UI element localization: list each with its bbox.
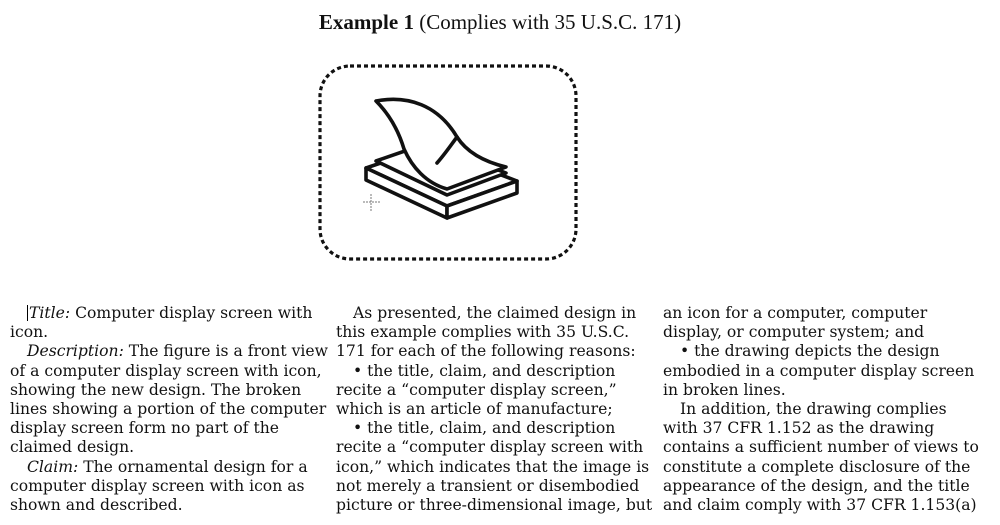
title-paragraph (10, 304, 322, 323)
description-line: display screen form no part of the (10, 419, 280, 438)
text-column-2 (336, 304, 653, 515)
description-line: showing the new design. The broken (10, 380, 302, 399)
description-line: claimed design. (10, 438, 135, 457)
text-line: with 37 CFR 1.152 as the drawing (663, 419, 935, 438)
description-label: Description: (27, 342, 124, 361)
title-text: Computer display screen with (70, 304, 313, 322)
claim-line: shown and described. (10, 496, 183, 515)
text-line: • the title, claim, and description (353, 419, 616, 438)
paper-stack-icon (366, 99, 517, 218)
bullet-item (336, 362, 646, 381)
drawing-compliance-paragraph (663, 400, 983, 419)
text-line: display, or computer system; and (663, 323, 925, 342)
heading-example-number: Example 1 (318, 10, 414, 34)
text-cursor (27, 305, 28, 321)
claim-label: Claim: (27, 457, 79, 476)
text-line: icon,” which indicates that the image is (336, 457, 650, 476)
title-text-line: icon. (10, 323, 49, 342)
bullet-item (336, 419, 646, 438)
text-line: constitute a complete disclosure of the (663, 457, 971, 476)
crosshair-cursor-icon (363, 194, 380, 211)
text-column-1 (10, 304, 328, 515)
text-line: recite a “computer display screen with (336, 438, 644, 457)
claim-paragraph (10, 458, 322, 477)
text-line: In addition, the drawing complies (680, 400, 947, 419)
text-line: recite a “computer display screen,” (336, 380, 617, 399)
claim-line: computer display screen with icon as (10, 476, 305, 495)
text-line: contains a sufficient number of views to (663, 438, 979, 457)
text-line: embodied in a computer display screen (663, 361, 975, 380)
bullet-continuation (663, 304, 983, 342)
text-line: picture or three-dimensional image, but (336, 496, 653, 515)
bullet-item (663, 342, 983, 361)
text-line: this example complies with 35 U.S.C. (336, 323, 630, 342)
heading-compliance-note: (Complies with 35 U.S.C. 171) (413, 10, 682, 34)
text-line: 171 for each of the following reasons: (336, 342, 636, 361)
claim-paragraph-cont (10, 477, 322, 515)
claim-text: The ornamental design for a (78, 457, 308, 476)
design-figure (316, 63, 580, 263)
description-line: lines showing a portion of the computer (10, 400, 327, 419)
text-line: an icon for a computer, computer (663, 304, 928, 322)
description-line: of a computer display screen with icon, (10, 361, 322, 380)
description-text: The figure is a front view (123, 342, 328, 361)
description-paragraph (10, 342, 328, 361)
text-line: As presented, the claimed design in (353, 304, 637, 322)
text-line: and claim comply with 37 CFR 1.153(a) (663, 496, 977, 515)
text-line: • the title, claim, and description (353, 361, 616, 380)
text-line: which is an article of manufacture; (336, 400, 613, 419)
description-paragraph-cont (10, 361, 327, 458)
compliance-intro-paragraph (336, 304, 646, 323)
text-line: not merely a transient or disembodied (336, 476, 640, 495)
page-heading (0, 9, 1000, 35)
text-line: appearance of the design, and the title (663, 476, 970, 495)
text-line: • the drawing depicts the design (680, 342, 940, 361)
design-figure-drawing (316, 63, 580, 263)
text-line: in broken lines. (663, 380, 786, 399)
text-column-3 (663, 304, 983, 515)
title-paragraph-cont (10, 323, 322, 342)
title-label: Title: (29, 304, 71, 322)
